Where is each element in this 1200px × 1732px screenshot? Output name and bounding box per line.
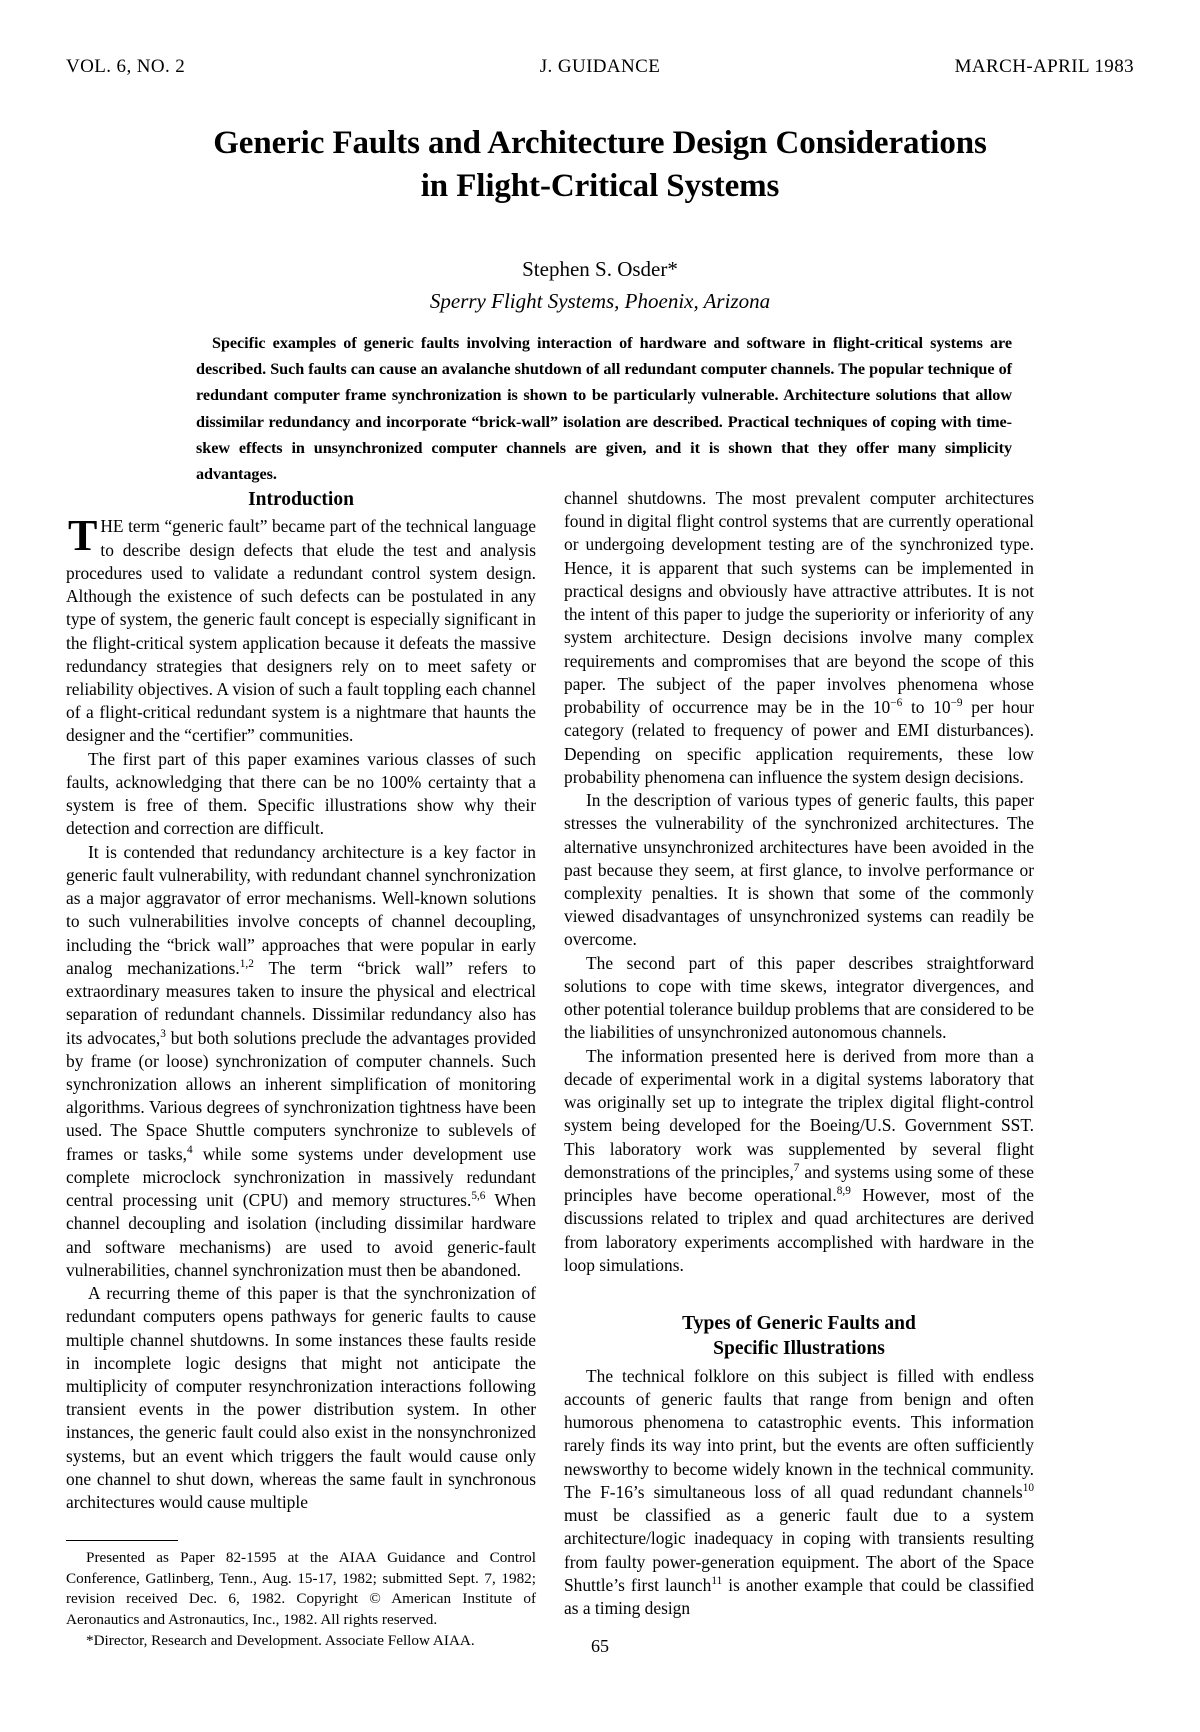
drop-cap: T [68,511,98,561]
right-p1-seg-a: channel shutdowns. The most prevalent computer architectures found in digital flight control systems that are currently operational or undergoing development testing are of the synchronized type. Hence, it is apparent that such systems can be implemented in practical designs and obviously have attractive attributes. It is not the intent of this paper to judge the superiority or inferiority of any system architecture. Design decisions involve many complex requirements and compromises that are beyond the scope of this paper. The subject of the paper involves phenomena whose probability of occurrence may be in the 10 [564,488,1034,718]
title-block [100,122,1100,317]
paper-title-line-2: in Flight-Critical Systems [420,167,780,204]
body-columns [66,487,1134,1637]
running-head-journal: J. GUIDANCE [539,56,661,77]
right-paragraph-3: The second part of this paper describes straightforward solutions to cope with time skews, integrator divergences, and other potential tolerance buildup problems that are considered to be the liabilities of unsynchronized autonomous channels. [564,952,1034,1043]
citation-ref-1-2: 1,2 [239,958,254,970]
author-name: Stephen S. Osder* [522,256,678,281]
right-p5-seg-c: is another example that could be classified as a timing design [564,1574,1034,1618]
citation-ref-7: 7 [793,1162,800,1174]
exponent-minus-6: −6 [890,697,903,710]
footnote-rule [66,1540,178,1541]
paper-title-line-1: Generic Faults and Architecture Design Considerations [213,125,987,161]
running-head-volume: VOL. 6, NO. 2 [66,56,186,77]
intro-p3-seg-a: It is contended that redundancy architecture is a key factor in generic fault vulnerability, with redundant channel synchronization as a major aggravator of error mechanisms. Well-known solutions to such vulnerabilities involve concepts of channel decoupling, including the “brick wall” approaches that were popular in early analog mechanizations. [66,841,536,978]
right-paragraph-4 [564,1045,1034,1277]
intro-p3-seg-d: while some systems under development use complete microclock synchronization in massively redundant central processing unit (CPU) and memory structures. [66,1143,536,1211]
running-head-date: MARCH-APRIL 1983 [954,56,1134,77]
right-p4-seg-c: However, most of the discussions related to triplex and quad architectures are derived from laboratory experiments accomplished with hardware in the loop simulations. [564,1185,1034,1275]
page-number: 65 [591,1636,609,1656]
intro-paragraph-1-text: HE term “generic fault” became part of the technical language to describe design defects that elude the test and analysis procedures used to validate a redundant control system design. Although the existence of such defects can be postulated in any type of system, the generic fault concept is especially significant in the flight-critical system application because it defeats the massive redundancy strategies that designers rely on to meet safety or reliability objectives. A vision of such a fault toppling each channel of a flight-critical redundant system is a nightmare that haunts the designer and the “certifier” communities. [66,516,536,746]
right-p5-seg-a: The technical folklore on this subject is filled with endless accounts of generic faults that range from benign and often humorous phenomena to catastrophic events. This information rarely finds its way into print, but the events are often sufficiently newsworthy to become widely known in the technical community. The F-16’s simultaneous loss of all quad redundant channels [564,1365,1034,1502]
footnote-block [66,1540,536,1651]
footnote-author-note: *Director, Research and Development. Associate Fellow AIAA. [86,1631,475,1649]
right-p5-seg-b: must be classified as a generic fault due to a system architecture/logic inadequacy in coping with transients resulting from faulty power-generation equipment. The abort of the Space Shuttle’s first launch [564,1505,1034,1595]
right-p1-seg-c: per hour category (related to frequency of power and EMI disturbances). Depending on specific application requirements, these low probability phenomena can influence the system design decisions. [564,697,1035,787]
right-p4-seg-b: and systems using some of these principles have become operational. [564,1161,1034,1206]
section-heading-introduction: Introduction [248,489,354,510]
citation-ref-10: 10 [1022,1482,1034,1495]
intro-p3-seg-c: but both solutions preclude the advantages provided by frame (or loose) synchronization of computer channels. Such synchronization allows an inherent simplification of monitoring algorithms. Various degrees of synchronization tightness have been used. The Space Shuttle computers synchronize to sublevels of frames or tasks, [66,1027,536,1164]
citation-ref-4: 4 [187,1143,193,1156]
exponent-minus-9: −9 [950,697,963,710]
left-column [66,487,536,1514]
intro-p3-seg-e: When channel decoupling and isolation (including dissimilar hardware and software mechanisms) are used to avoid generic-fault vulnerabilities, channel synchronization must then be abandoned. [66,1190,537,1280]
section-heading-types-of-generic-faults [564,1311,1034,1362]
intro-paragraph-2: The first part of this paper examines various classes of such faults, acknowledging that there can be no 100% certainty that a system is free of them. Specific illustrations show why their detection and correction are difficult. [66,748,536,839]
right-paragraph-5 [564,1365,1034,1621]
section-heading-line-2: Specific Illustrations [713,1338,885,1360]
running-head [66,56,1134,78]
right-p1-seg-b: to 10 [902,697,951,718]
right-column [564,487,1034,1620]
abstract: Specific examples of generic faults involving interaction of hardware and software in flight-critical systems are described. Such faults can cause an avalanche shutdown of all redundant computer channels. The popular technique of redundant computer frame synchronization is shown to be particularly vulnerable. Architecture solutions that allow dissimilar redundancy and incorporate “brick-wall” isolation are described. Practical techniques of coping with time-skew effects in unsynchronized computer channels are given, and it is shown that they offer many simplicity advantages. [196,334,1012,484]
citation-ref-11: 11 [711,1574,723,1587]
intro-paragraph-1 [66,511,536,747]
intro-p3-seg-b: The term “brick wall” refers to extraordinary measures taken to insure the physical and electrical separation of redundant channels. Dissimilar redundancy also has its advocates, [66,957,536,1048]
author-affiliation: Sperry Flight Systems, Phoenix, Arizona [429,289,771,314]
right-p4-seg-a: The information presented here is derived from more than a decade of experimental work in a digital systems laboratory that was originally set up to integrate the triplex digital flight-control system being developed for the Boeing/U.S. Government SST. This laboratory work was supplemented by several flight demonstrations of the principles, [564,1045,1034,1182]
intro-paragraph-3 [66,841,536,1282]
citation-ref-3: 3 [160,1027,166,1040]
right-paragraph-2: In the description of various types of generic faults, this paper stresses the vulnerability of the synchronized architectures. The alternative unsynchronized architectures have been avoided in the past because they seem, at first glance, to involve performance or complexity penalties. It is shown that some of the commonly viewed disadvantages of unsynchronized systems can readily be overcome. [564,790,1034,950]
citation-ref-8-9: 8,9 [836,1185,851,1198]
section-heading-line-1: Types of Generic Faults and [682,1312,916,1334]
footnote-presentation-note: Presented as Paper 82-1595 at the AIAA Guidance and Control Conference, Gatlinberg, Tenn., Aug. 15-17, 1982; submitted Sept. 7, 1982; revision received Dec. 6, 1982. Copyright © American Institute of Aeronautics and Astronautics, Inc., 1982. All rights reserved. [66,1549,536,1629]
citation-ref-5-6: 5,6 [471,1190,486,1203]
page-title [100,122,1100,208]
intro-paragraph-4: A recurring theme of this paper is that the synchronization of redundant computers opens pathways for generic faults to cause multiple channel shutdowns. In some instances these faults reside in incomplete logic designs that might not anticipate the multiplicity of computer resynchronization interactions following transient events in the power distribution system. In other instances, the generic fault could also exist in the nonsynchronized systems, but an event which triggers the fault would cause only one channel to shut down, whereas the same fault in synchronous architectures would cause multiple [66,1283,536,1513]
right-paragraph-1 [564,487,1034,789]
